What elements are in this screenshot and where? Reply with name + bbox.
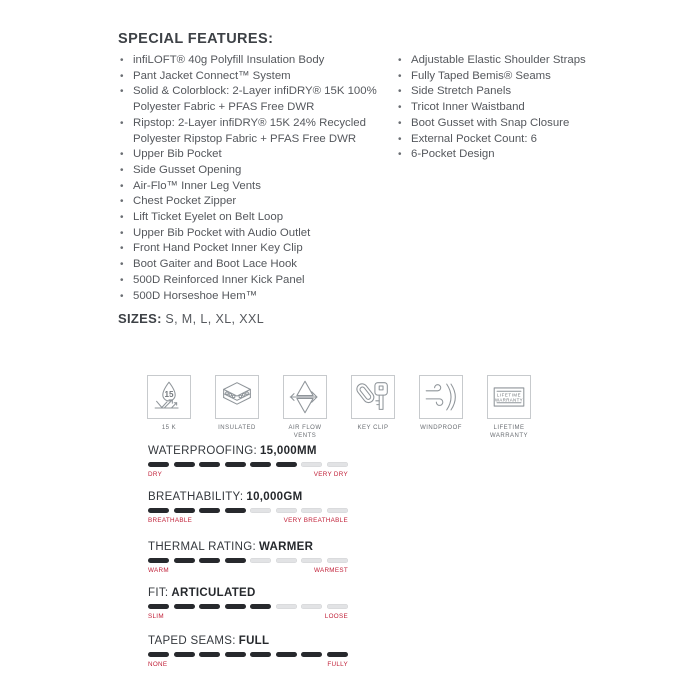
rating-bar bbox=[148, 604, 348, 609]
bullet-icon: • bbox=[120, 180, 124, 192]
feature-text: Chest Pocket Zipper bbox=[133, 195, 237, 208]
rating-value: WARMER bbox=[259, 541, 314, 553]
feature-text: Lift Ticket Eyelet on Belt Loop bbox=[133, 211, 284, 224]
bar-segment-filled bbox=[301, 652, 322, 657]
icon-badge-label-line: INSULATED bbox=[218, 425, 256, 431]
rating-value: ARTICULATED bbox=[171, 587, 256, 599]
scale-max-label: FULLY bbox=[327, 661, 348, 668]
icon-badge-label bbox=[205, 425, 269, 433]
feature-item bbox=[120, 179, 412, 195]
feature-text: Boot Gusset with Snap Closure bbox=[411, 116, 570, 129]
bullet-icon: • bbox=[120, 149, 124, 161]
rating-label: BREATHABILITY: bbox=[148, 491, 244, 503]
scale-max-label: VERY DRY bbox=[313, 471, 348, 478]
rating-label: WATERPROOFING: bbox=[148, 445, 257, 457]
bar-segment-empty bbox=[327, 508, 348, 513]
feature-text: 500D Reinforced Inner Kick Panel bbox=[133, 273, 305, 286]
bullet-icon: • bbox=[398, 133, 402, 145]
feature-item bbox=[398, 132, 598, 148]
badge-windproof bbox=[419, 375, 463, 440]
feature-item bbox=[120, 147, 412, 163]
bar-segment-filled bbox=[327, 652, 348, 657]
feature-item bbox=[398, 100, 598, 116]
bullet-icon: • bbox=[120, 227, 124, 239]
scale-max-label: VERY BREATHABLE bbox=[283, 517, 348, 524]
bullet-icon: • bbox=[120, 259, 124, 271]
features-right-list bbox=[398, 53, 598, 163]
rating-bar bbox=[148, 558, 348, 563]
feature-item bbox=[398, 84, 598, 100]
bar-segment-empty bbox=[327, 604, 348, 609]
scale-min-label: NONE bbox=[148, 661, 168, 668]
bar-segment-filled bbox=[174, 558, 195, 563]
feature-item bbox=[398, 116, 598, 132]
bar-segment-empty bbox=[276, 604, 297, 609]
badge-insulated bbox=[215, 375, 259, 440]
drop-15-text: 15 bbox=[164, 390, 174, 399]
rating-label: THERMAL RATING: bbox=[148, 541, 257, 553]
rating-thermal bbox=[148, 541, 348, 574]
icon-badge-label-line: WARRANTY bbox=[489, 432, 529, 439]
rating-bar bbox=[148, 462, 348, 467]
bullet-icon: • bbox=[120, 86, 124, 98]
feature-text: External Pocket Count: 6 bbox=[411, 132, 537, 145]
bar-segment-filled bbox=[148, 604, 169, 609]
sizes-value: S, M, L, XL, XXL bbox=[165, 312, 265, 326]
bullet-icon: • bbox=[120, 55, 124, 66]
air-flow-vents-icon bbox=[283, 375, 327, 419]
bar-segment-filled bbox=[148, 558, 169, 563]
rating-title bbox=[148, 445, 348, 457]
bar-segment-filled bbox=[250, 652, 271, 657]
rating-scale bbox=[148, 567, 348, 574]
bar-segment-empty bbox=[301, 508, 322, 513]
rating-scale bbox=[148, 661, 348, 668]
bullet-icon: • bbox=[398, 149, 402, 161]
rating-value: FULL bbox=[238, 635, 270, 647]
bar-segment-empty bbox=[250, 508, 271, 513]
bar-segment-filled bbox=[148, 508, 169, 513]
bullet-icon: • bbox=[120, 212, 124, 224]
bar-segment-filled bbox=[199, 462, 220, 467]
feature-item bbox=[120, 53, 412, 69]
windproof-icon bbox=[419, 375, 463, 419]
bullet-icon: • bbox=[398, 70, 402, 82]
bar-segment-empty bbox=[327, 462, 348, 467]
lifetime-warranty-icon bbox=[487, 375, 531, 419]
badge-air-flow bbox=[283, 375, 327, 440]
bar-segment-filled bbox=[174, 604, 195, 609]
bullet-icon: • bbox=[398, 86, 402, 98]
badge-key-clip bbox=[351, 375, 395, 440]
bar-segment-filled bbox=[199, 558, 220, 563]
bullet-icon: • bbox=[120, 290, 124, 302]
bar-segment-empty bbox=[301, 462, 322, 467]
icon-badge-row bbox=[147, 375, 531, 440]
feature-item bbox=[398, 69, 598, 85]
bar-segment-filled bbox=[250, 604, 271, 609]
feature-item bbox=[120, 84, 412, 115]
scale-min-label: BREATHABLE bbox=[148, 517, 193, 524]
feature-item bbox=[120, 194, 412, 210]
rating-value: 15,000MM bbox=[259, 445, 317, 457]
rating-title bbox=[148, 491, 348, 503]
feature-item bbox=[120, 163, 412, 179]
rating-bar bbox=[148, 508, 348, 513]
feature-item bbox=[120, 226, 412, 242]
bullet-icon: • bbox=[120, 243, 124, 255]
feature-text: infiLOFT® 40g Polyfill Insulation Body bbox=[133, 54, 325, 66]
bar-segment-filled bbox=[250, 462, 271, 467]
bar-segment-empty bbox=[276, 558, 297, 563]
bar-segment-filled bbox=[199, 508, 220, 513]
bullet-icon: • bbox=[120, 196, 124, 208]
feature-text: 6-Pocket Design bbox=[411, 148, 495, 161]
icon-badge-label-line: VENTS bbox=[293, 432, 317, 439]
rating-label: FIT: bbox=[148, 587, 169, 599]
rating-scale bbox=[148, 517, 348, 524]
rating-title bbox=[148, 587, 348, 599]
sizes-line bbox=[118, 311, 264, 326]
warranty-inner-line1: LIFETIME bbox=[496, 392, 522, 398]
rating-waterproofing bbox=[148, 445, 348, 478]
icon-badge-label-line: LIFETIME bbox=[493, 425, 525, 431]
feature-text: Side Gusset Opening bbox=[133, 163, 242, 176]
feature-text: Upper Bib Pocket bbox=[133, 148, 222, 161]
special-features-heading: SPECIAL FEATURES: bbox=[118, 31, 274, 47]
icon-badge-label bbox=[477, 425, 541, 440]
feature-item bbox=[120, 273, 412, 289]
bar-segment-filled bbox=[225, 558, 246, 563]
feature-item bbox=[120, 69, 412, 85]
15k-waterproof-icon bbox=[147, 375, 191, 419]
bar-segment-filled bbox=[225, 652, 246, 657]
insulated-icon bbox=[215, 375, 259, 419]
bar-segment-filled bbox=[225, 604, 246, 609]
icon-badge-label-line: KEY CLIP bbox=[357, 425, 389, 431]
bar-segment-filled bbox=[148, 462, 169, 467]
scale-max-label: LOOSE bbox=[324, 613, 348, 620]
icon-badge-label bbox=[341, 425, 405, 433]
feature-text: Boot Gaiter and Boot Lace Hook bbox=[133, 258, 298, 271]
bullet-icon: • bbox=[398, 117, 402, 129]
feature-item bbox=[398, 147, 598, 163]
feature-text: 500D Horseshoe Hem™ bbox=[133, 289, 258, 302]
feature-text: Adjustable Elastic Shoulder Straps bbox=[411, 54, 586, 66]
features-left-list bbox=[120, 53, 412, 304]
feature-text: Side Stretch Panels bbox=[411, 85, 512, 98]
scale-min-label: SLIM bbox=[148, 613, 164, 620]
icon-badge-label bbox=[137, 425, 201, 433]
icon-badge-label bbox=[273, 425, 337, 440]
bar-segment-filled bbox=[199, 604, 220, 609]
scale-max-label: WARMEST bbox=[313, 567, 348, 574]
bar-segment-filled bbox=[199, 652, 220, 657]
bullet-icon: • bbox=[398, 102, 402, 114]
icon-badge-label-line: WINDPROOF bbox=[420, 425, 462, 431]
feature-text: Air-Flo™ Inner Leg Vents bbox=[133, 179, 261, 192]
bar-segment-filled bbox=[174, 652, 195, 657]
feature-text: Ripstop: 2-Layer infiDRY® 15K 24% Recycled Polyester Ripstop Fabric + PFAS Free DWR bbox=[133, 116, 366, 145]
bullet-icon: • bbox=[120, 274, 124, 286]
bullet-icon: • bbox=[120, 117, 124, 129]
rating-breathability bbox=[148, 491, 348, 524]
scale-min-label: WARM bbox=[148, 567, 169, 574]
feature-item bbox=[120, 116, 412, 147]
rating-taped-seams bbox=[148, 635, 348, 668]
bar-segment-filled bbox=[276, 652, 297, 657]
feature-text: Solid & Colorblock: 2-Layer infiDRY® 15K 100% Polyester Fabric + PFAS Free DWR bbox=[133, 85, 377, 114]
key-clip-icon bbox=[351, 375, 395, 419]
feature-item bbox=[120, 289, 412, 305]
warranty-inner-line2: WARRANTY bbox=[495, 397, 523, 403]
rating-scale bbox=[148, 613, 348, 620]
feature-text: Fully Taped Bemis® Seams bbox=[411, 69, 551, 82]
feature-item bbox=[120, 241, 412, 257]
bar-segment-empty bbox=[301, 558, 322, 563]
rating-scale bbox=[148, 471, 348, 478]
icon-badge-label-line: AIR FLOW bbox=[288, 425, 322, 431]
rating-title bbox=[148, 635, 348, 647]
rating-value: 10,000GM bbox=[246, 491, 303, 503]
bar-segment-empty bbox=[301, 604, 322, 609]
bar-segment-filled bbox=[225, 508, 246, 513]
rating-label: TAPED SEAMS: bbox=[148, 635, 236, 647]
rating-bar bbox=[148, 652, 348, 657]
icon-badge-label-line: 15 K bbox=[161, 425, 177, 431]
bar-segment-empty bbox=[327, 558, 348, 563]
feature-text: Upper Bib Pocket with Audio Outlet bbox=[133, 226, 311, 239]
bullet-icon: • bbox=[120, 70, 124, 82]
bar-segment-filled bbox=[276, 462, 297, 467]
sizes-label: SIZES: bbox=[118, 311, 162, 326]
bar-segment-filled bbox=[148, 652, 169, 657]
feature-text: Pant Jacket Connect™ System bbox=[133, 69, 291, 82]
rating-title bbox=[148, 541, 348, 553]
scale-min-label: DRY bbox=[148, 471, 163, 478]
bar-segment-empty bbox=[276, 508, 297, 513]
bar-segment-empty bbox=[250, 558, 271, 563]
feature-item bbox=[120, 257, 412, 273]
feature-text: Tricot Inner Waistband bbox=[411, 101, 525, 114]
feature-item bbox=[120, 210, 412, 226]
bullet-icon: • bbox=[398, 55, 402, 66]
badge-warranty bbox=[487, 375, 531, 440]
feature-item bbox=[398, 53, 598, 69]
rating-fit bbox=[148, 587, 348, 620]
bar-segment-filled bbox=[174, 508, 195, 513]
badge-15k bbox=[147, 375, 191, 440]
bar-segment-filled bbox=[225, 462, 246, 467]
bullet-icon: • bbox=[120, 164, 124, 176]
feature-text: Front Hand Pocket Inner Key Clip bbox=[133, 242, 303, 255]
icon-badge-label bbox=[409, 425, 473, 433]
bar-segment-filled bbox=[174, 462, 195, 467]
